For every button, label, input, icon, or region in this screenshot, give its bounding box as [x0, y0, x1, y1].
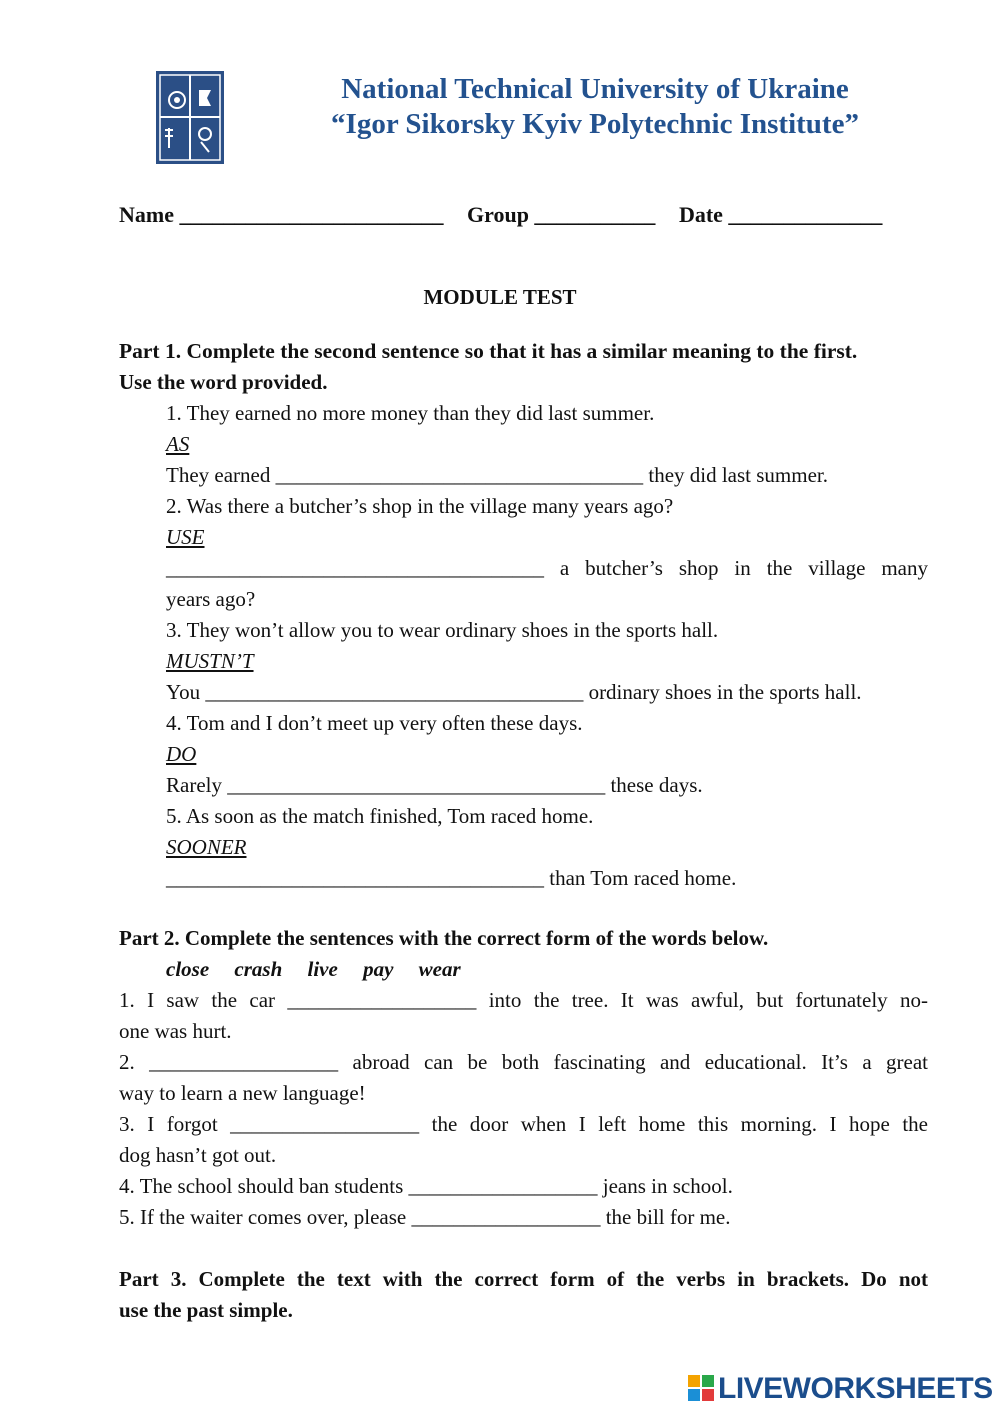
part1-item-sentence: 5. As soon as the match finished, Tom raced home. [166, 804, 594, 828]
part1-item-answer-cont: years ago? [166, 587, 256, 611]
part3-heading-line1: Part 3. Complete the text with the correct form of the verbs in brackets. Do not [119, 1267, 928, 1291]
part1-item-keyword: SOONER [166, 835, 247, 859]
liveworksheets-logo-icon [688, 1375, 714, 1401]
part2-line[interactable]: 2. __________________ abroad can be both fascinating and educational. It’s a great [119, 1050, 928, 1074]
part1-item-sentence: 4. Tom and I don’t meet up very often these days. [166, 711, 583, 735]
part2-line: way to learn a new language! [119, 1081, 366, 1105]
word-bank-item: pay [363, 957, 394, 981]
student-info-fields [119, 202, 882, 228]
title-line-2: “Igor Sikorsky Kyiv Polytechnic Institute” [331, 108, 859, 140]
part1-item-answer[interactable]: They earned ___________________________________ they did last summer. [166, 463, 829, 487]
part1-item-keyword: AS [166, 432, 190, 456]
part1-item-answer[interactable]: Rarely ____________________________________ these days. [166, 773, 703, 797]
title-line-1: National Technical University of Ukraine [341, 73, 849, 105]
part2-word-bank [166, 954, 928, 985]
test-title: MODULE TEST [423, 285, 577, 309]
shield-icon [155, 70, 225, 165]
part2-line: dog hasn’t got out. [119, 1143, 277, 1167]
part1-heading-line1: Part 1. Complete the second sentence so that it has a similar meaning to the first. [119, 339, 858, 363]
part2-line[interactable]: 1. I saw the car __________________ into the tree. It was awful, but fortunately no- [119, 988, 928, 1012]
part2-line[interactable]: 3. I forgot __________________ the door when I left home this morning. I hope the [119, 1112, 928, 1136]
part1-item-sentence: 1. They earned no more money than they did last summer. [166, 401, 655, 425]
word-bank-item: crash [234, 957, 283, 981]
part1-item-answer[interactable]: ____________________________________ than Tom raced home. [166, 866, 737, 890]
word-bank-item: close [166, 957, 210, 981]
university-logo [155, 70, 225, 165]
part1-item-keyword: USE [166, 525, 205, 549]
name-field[interactable]: Name ________________________ [119, 202, 444, 227]
part1-item-keyword: DO [166, 742, 197, 766]
part1-item-answer[interactable]: You ____________________________________ ordinary shoes in the sports hall. [166, 680, 862, 704]
liveworksheets-watermark [688, 1372, 993, 1408]
part1-item-keyword: MUSTN’T [166, 649, 254, 673]
part2-line: one was hurt. [119, 1019, 232, 1043]
part2-heading: Part 2. Complete the sentences with the correct form of the words below. [119, 926, 769, 950]
group-field[interactable]: Group ___________ [466, 202, 656, 227]
word-bank-item: wear [418, 957, 461, 981]
watermark-text: LIVEWORKSHEETS [718, 1372, 993, 1405]
part1-item-sentence: 2. Was there a butcher’s shop in the village many years ago? [166, 494, 674, 518]
part1-item-answer[interactable]: ____________________________________ a butcher’s shop in the village many [166, 556, 928, 580]
word-bank-item: live [307, 957, 338, 981]
part2-line[interactable]: 5. If the waiter comes over, please __________________ the bill for me. [119, 1205, 731, 1229]
part1-heading-line2: Use the word provided. [119, 370, 328, 394]
date-field[interactable]: Date ______________ [678, 202, 883, 227]
university-title [300, 72, 890, 142]
part3-heading-line2: use the past simple. [119, 1298, 293, 1322]
part1-item-sentence: 3. They won’t allow you to wear ordinary shoes in the sports hall. [166, 618, 719, 642]
part2-line[interactable]: 4. The school should ban students __________________ jeans in school. [119, 1174, 733, 1198]
